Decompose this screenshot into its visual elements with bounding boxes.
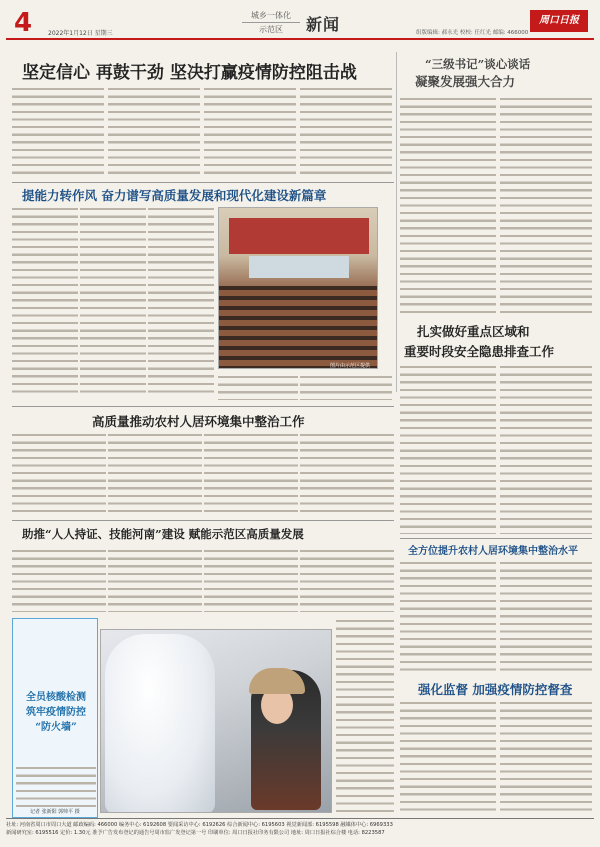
article-body (12, 206, 78, 396)
footer (6, 818, 594, 842)
lead-headline: 坚定信心 再鼓干劲 坚决打赢疫情防控阻击战 (22, 63, 357, 83)
photo-credit: 记者 张新阳 郭帅平 摄 (30, 809, 80, 815)
article-body (204, 86, 296, 178)
article-body (148, 206, 214, 396)
photo-caption-text (218, 374, 298, 400)
column-tag-bottom: 示范区 (259, 25, 283, 34)
article-body (12, 86, 104, 178)
article-headline: 全方位提升农村人居环境集中整治水平 (408, 546, 578, 557)
article-body (204, 548, 298, 612)
article-body (108, 548, 202, 612)
article-body (400, 700, 496, 814)
article-body (500, 96, 592, 316)
photo-credit: 图片由示范区提供 (330, 363, 371, 369)
issue-date: 2022年1月12日 星期三 (48, 30, 113, 37)
article-headline: 高质量推动农村人居环境集中整治工作 (92, 414, 305, 429)
section-title: 新闻 (306, 15, 341, 34)
article-headline: 提能力转作风 奋力谱写高质量发展和现代化建设新篇章 (22, 188, 327, 203)
article-body (300, 432, 394, 516)
footer-line1: 社址: 河南省周口市周口大道 邮政编码: 466000 编务中心: 6192608 要闻采访中心: 6192626 综合新闻中心: 6195603 视觉新闻部: 6195598 融媒体中心: 6969333 (6, 822, 393, 828)
article-headline: 助推“人人持证、技能河南”建设 赋能示范区高质量发展 (22, 527, 304, 541)
article-body (80, 206, 146, 396)
column-tag-top: 城乡一体化 (251, 11, 291, 20)
article-headline: 扎实做好重点区域和 (417, 324, 530, 339)
article-body (400, 96, 496, 316)
article-body (300, 86, 392, 178)
article-body (300, 374, 392, 400)
column-tag (242, 10, 300, 35)
page-number: 4 (14, 8, 33, 38)
article-headline-line2: 重要时段安全隐患排查工作 (404, 344, 555, 359)
article-body (500, 364, 592, 534)
editor-line: 组版编辑: 郝永光 校校: 任红光 邮编: 466000 (416, 30, 529, 36)
article-body (108, 432, 202, 516)
feature-title-line3: “防火墙” (35, 722, 77, 733)
feature-title-line2: 筑牢疫情防控 (26, 707, 86, 718)
article-headline-line2: 凝聚发展强大合力 (415, 74, 516, 89)
meeting-photo (218, 207, 378, 369)
article-body (400, 560, 496, 676)
article-headline: “三级书记”谈心谈话 (425, 57, 531, 71)
feature-title (18, 690, 94, 735)
article-body (300, 548, 394, 612)
article-body (500, 560, 592, 676)
feature-caption (16, 765, 96, 809)
article-headline: 强化监督 加强疫情防控督查 (418, 682, 573, 697)
article-body (12, 548, 106, 612)
article-body (204, 432, 298, 516)
article-body (108, 86, 200, 178)
masthead (6, 6, 594, 40)
article-body (400, 364, 496, 534)
article-body (500, 700, 592, 814)
article-body (12, 432, 106, 516)
footer-line2: 新闻研究室: 6195516 定价: 1.30元 准予广告发布登记的通告号周市监广发登记第一号 印刷单位: 周口日报社印务有限公司 地址: 周口日报社综合楼 电话: 8223587 (6, 830, 385, 836)
feature-title-line1: 全员核酸检测 (26, 692, 86, 703)
article-body (336, 618, 394, 814)
newspaper-logo: 周口日报 (530, 10, 588, 32)
nucleic-test-photo (100, 629, 332, 813)
